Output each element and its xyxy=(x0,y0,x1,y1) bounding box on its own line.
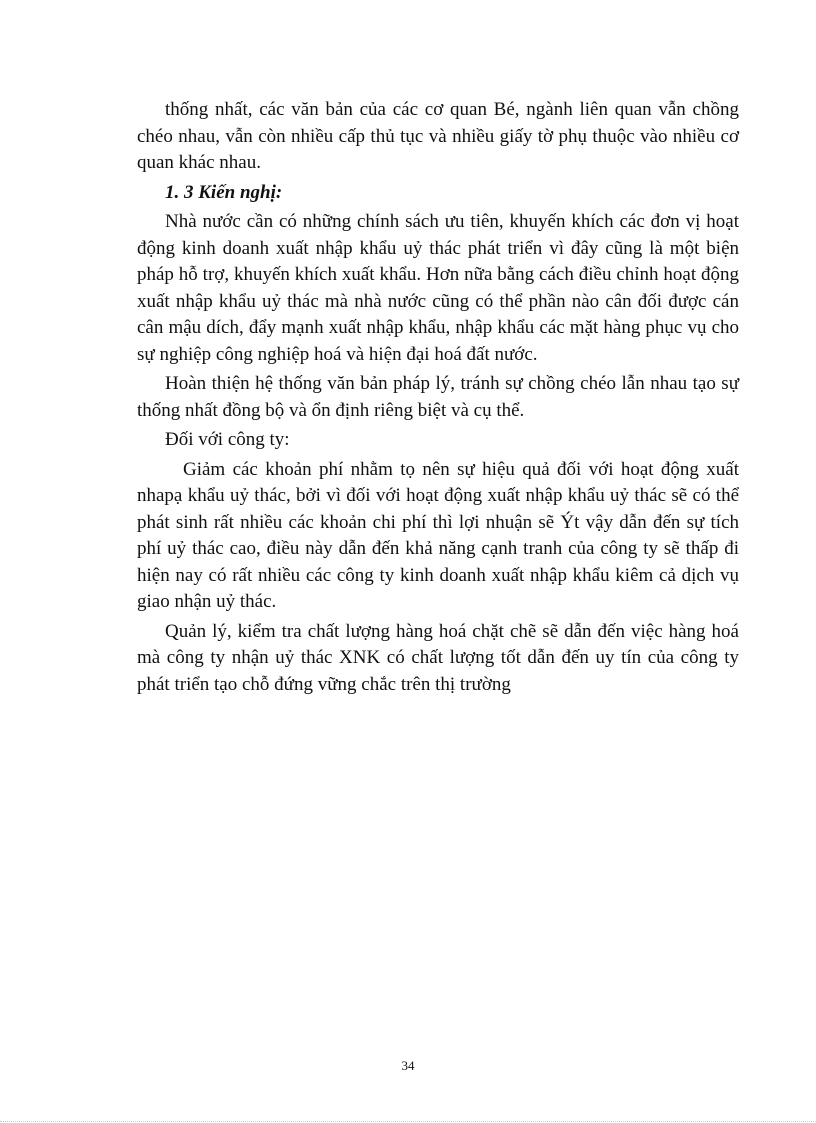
page-body xyxy=(137,97,739,701)
section-heading: 1. 3 Kiến nghị: xyxy=(165,181,283,203)
paragraph-state-policy: Nhà nước cần có những chính sách ưu tiên, khuyến khích các đơn vị hoạt động kinh doanh xuất nhập khẩu uỷ thác phát triển vì đây cũng là một biện pháp hỗ trợ, khuyến khích xuất khẩu. Hơn nữa bằng cách điều chỉnh hoạt động xuất nhập khẩu uỷ thác mà nhà nước cũng có thể phần nào cân đối được cán cân mậu dích, đẩy mạnh xuất nhập khẩu, nhập khẩu các mặt hàng phục vụ cho sự nghiệp công nghiệp hoá và hiện đại hoá đất nước. xyxy=(137,211,739,365)
page-bottom-divider xyxy=(0,1121,816,1122)
page-number: 34 xyxy=(401,1058,415,1073)
paragraph-cost-reduction: Giảm các khoản phí nhằm tọ nên sự hiệu quả đối với hoạt động xuất nhapạ khẩu uỷ thác, bởi vì đối với hoạt động xuất nhập khẩu uỷ thác sẽ có thể phát sinh rất nhiều các khoản chi phí thì lợi nhuận sẽ Ýt vậy dẫn đến sự tích phí uỷ thác cao, điều này dẫn đến khả năng cạnh tranh của công ty sẽ thấp đi hiện nay có rất nhiều các công ty kinh doanh xuất nhập khẩu kiêm cả dịch vụ giao nhận uỷ thác. xyxy=(137,458,739,612)
paragraph-quality-control: Quản lý, kiểm tra chất lượng hàng hoá chặt chẽ sẽ dẫn đến việc hàng hoá mà công ty nhận uỷ thác XNK có chất lượng tốt dẫn đến uy tín của công ty phát triển tạo chỗ đứng vững chắc trên thị trường xyxy=(137,620,739,695)
paragraph-legal-system: Hoàn thiện hệ thống văn bản pháp lý, tránh sự chồng chéo lẫn nhau tạo sự thống nhất đồng bộ và ổn định riêng biệt và cụ thể. xyxy=(137,373,739,421)
paragraph-company-intro: Đối với công ty: xyxy=(165,429,290,450)
paragraph-continuation: thống nhất, các văn bản của các cơ quan Bé, ngành liên quan vẫn chồng chéo nhau, vẫn còn nhiều cấp thủ tục và nhiều giấy tờ phụ thuộc vào nhiều cơ quan khác nhau. xyxy=(137,99,739,173)
